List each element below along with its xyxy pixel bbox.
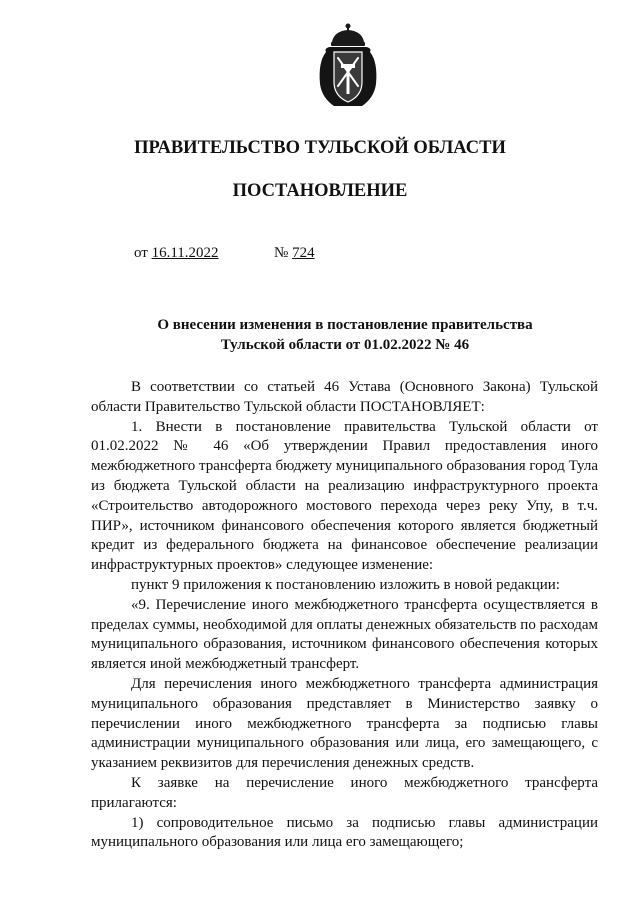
body-paragraph: В соответствии со статьей 46 Устава (Основного Закона) Тульской области Правительство Тульской области ПОСТАНОВЛЯЕТ: (91, 379, 598, 415)
body-paragraph: К заявке на перечисление иного межбюджетного трансферта прилагаются: (91, 774, 598, 811)
document-title (0, 315, 640, 355)
number-value: 724 (292, 245, 315, 261)
body-paragraph: Для перечисления иного межбюджетного трансферта администрация муниципального образования представляет в Министерство заявку о перечислении иного межбюджетного трансферта за подписью главы администрации муниципального образования или лица, его замещающего, с указанием реквизитов для перечисления денежных средств. (91, 675, 598, 772)
date-value: 16.11.2022 (151, 245, 219, 261)
government-name: ПРАВИТЕЛЬСТВО ТУЛЬСКОЙ ОБЛАСТИ (134, 138, 506, 158)
document-date (134, 245, 219, 262)
number-prefix: № (274, 245, 289, 261)
document-number (274, 245, 315, 262)
body-paragraph: пункт 9 приложения к постановлению изложить в новой редакции: (131, 576, 560, 593)
document-body (91, 378, 598, 853)
date-prefix: от (134, 245, 148, 261)
body-paragraph: 1. Внести в постановление правительства Тульской области от 01.02.2022 № 46 «Об утверждении Правил предоставления иного межбюджетного трансферта бюджету муниципального образования город Тула из бюджета Тульской области на реализацию инфраструктурного проекта «Строительство автодорожного мостового перехода через реку Упу, в т.ч. ПИР», источником финансового обеспечения которого является бюджетный кредит из федерального бюджета на финансовое обеспечение реализации инфраструктурных проектов» следующее изменение: (91, 418, 598, 574)
title-line-1: О внесении изменения в постановление правительства (157, 317, 533, 333)
document-type: ПОСТАНОВЛЕНИЕ (232, 181, 408, 201)
body-paragraph: 1) сопроводительное письмо за подписью главы администрации муниципального образования или лица его замещающего; (91, 814, 598, 851)
coat-of-arms-emblem (316, 22, 380, 108)
title-line-2: Тульской области от 01.02.2022 № 46 (220, 337, 470, 353)
crown-icon (331, 24, 365, 47)
body-paragraph: «9. Перечисление иного межбюджетного трансферта осуществляется в пределах суммы, необходимой для оплаты денежных обязательств по расходам муниципального образования, источником финансового обеспечения которых является иной межбюджетный трансферт. (91, 596, 598, 673)
